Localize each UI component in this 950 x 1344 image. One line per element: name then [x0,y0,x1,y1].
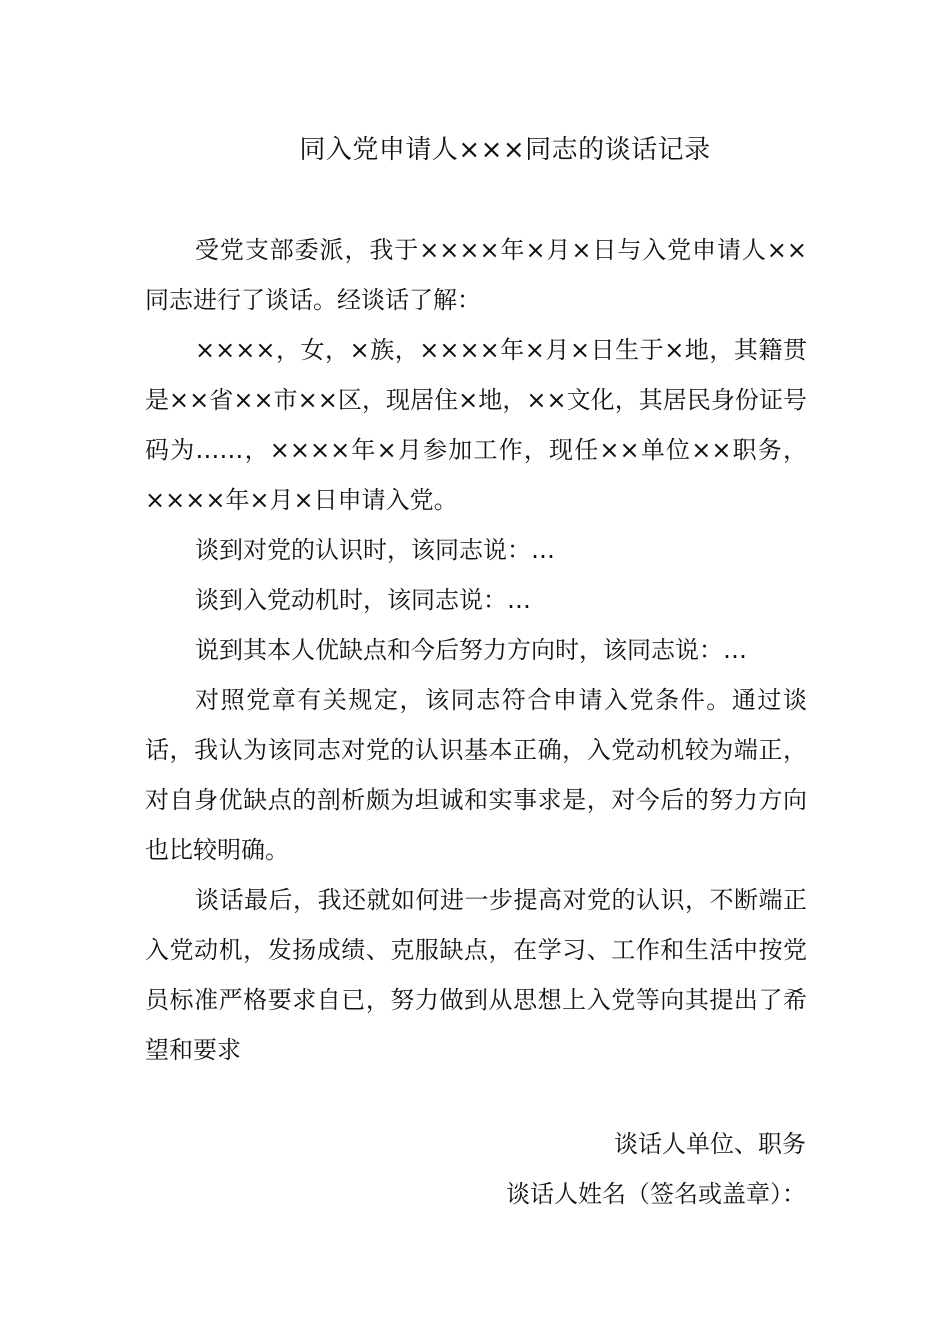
paragraph-personal-info: ××××，女，×族，××××年×月×日生于×地，其籍贯是××省××市××区，现居住×地，××文化，其居民身份证号码为……，××××年×月参加工作，现任××单位××职务，××××年×月×日申请入党。 [145,336,807,514]
paragraph-assessment: 对照党章有关规定，该同志符合申请入党条件。通过谈话，我认为该同志对党的认识基本正确，入党动机较为端正，对自身优缺点的剖析颇为坦诚和实事求是，对今后的努力方向也比较明确。 [145,686,807,864]
document-title: 同入党申请人×××同志的谈话记录 [299,135,711,165]
signature-name-line: 谈话人姓名（签名或盖章）： [506,1180,806,1208]
signature-unit-line: 谈话人单位、职务 [614,1130,806,1158]
paragraph-conclusion: 谈话最后，我还就如何进一步提高对党的认识，不断端正入党动机，发扬成绩、克服缺点，在学习、工作和生活中按党员标准严格要求自已，努力做到从思想上入党等向其提出了希望和要求 [145,886,807,1064]
document-body [145,225,807,1075]
paragraph-motivation: 谈到入党动机时，该同志说：… [195,586,531,614]
paragraph-party-understanding: 谈到对党的认识时，该同志说：… [195,536,555,564]
paragraph-intro: 受党支部委派，我于××××年×月×日与入党申请人××同志进行了谈话。经谈话了解： [145,236,807,314]
paragraph-strengths-weaknesses: 说到其本人优缺点和今后努力方向时，该同志说：… [195,636,747,664]
